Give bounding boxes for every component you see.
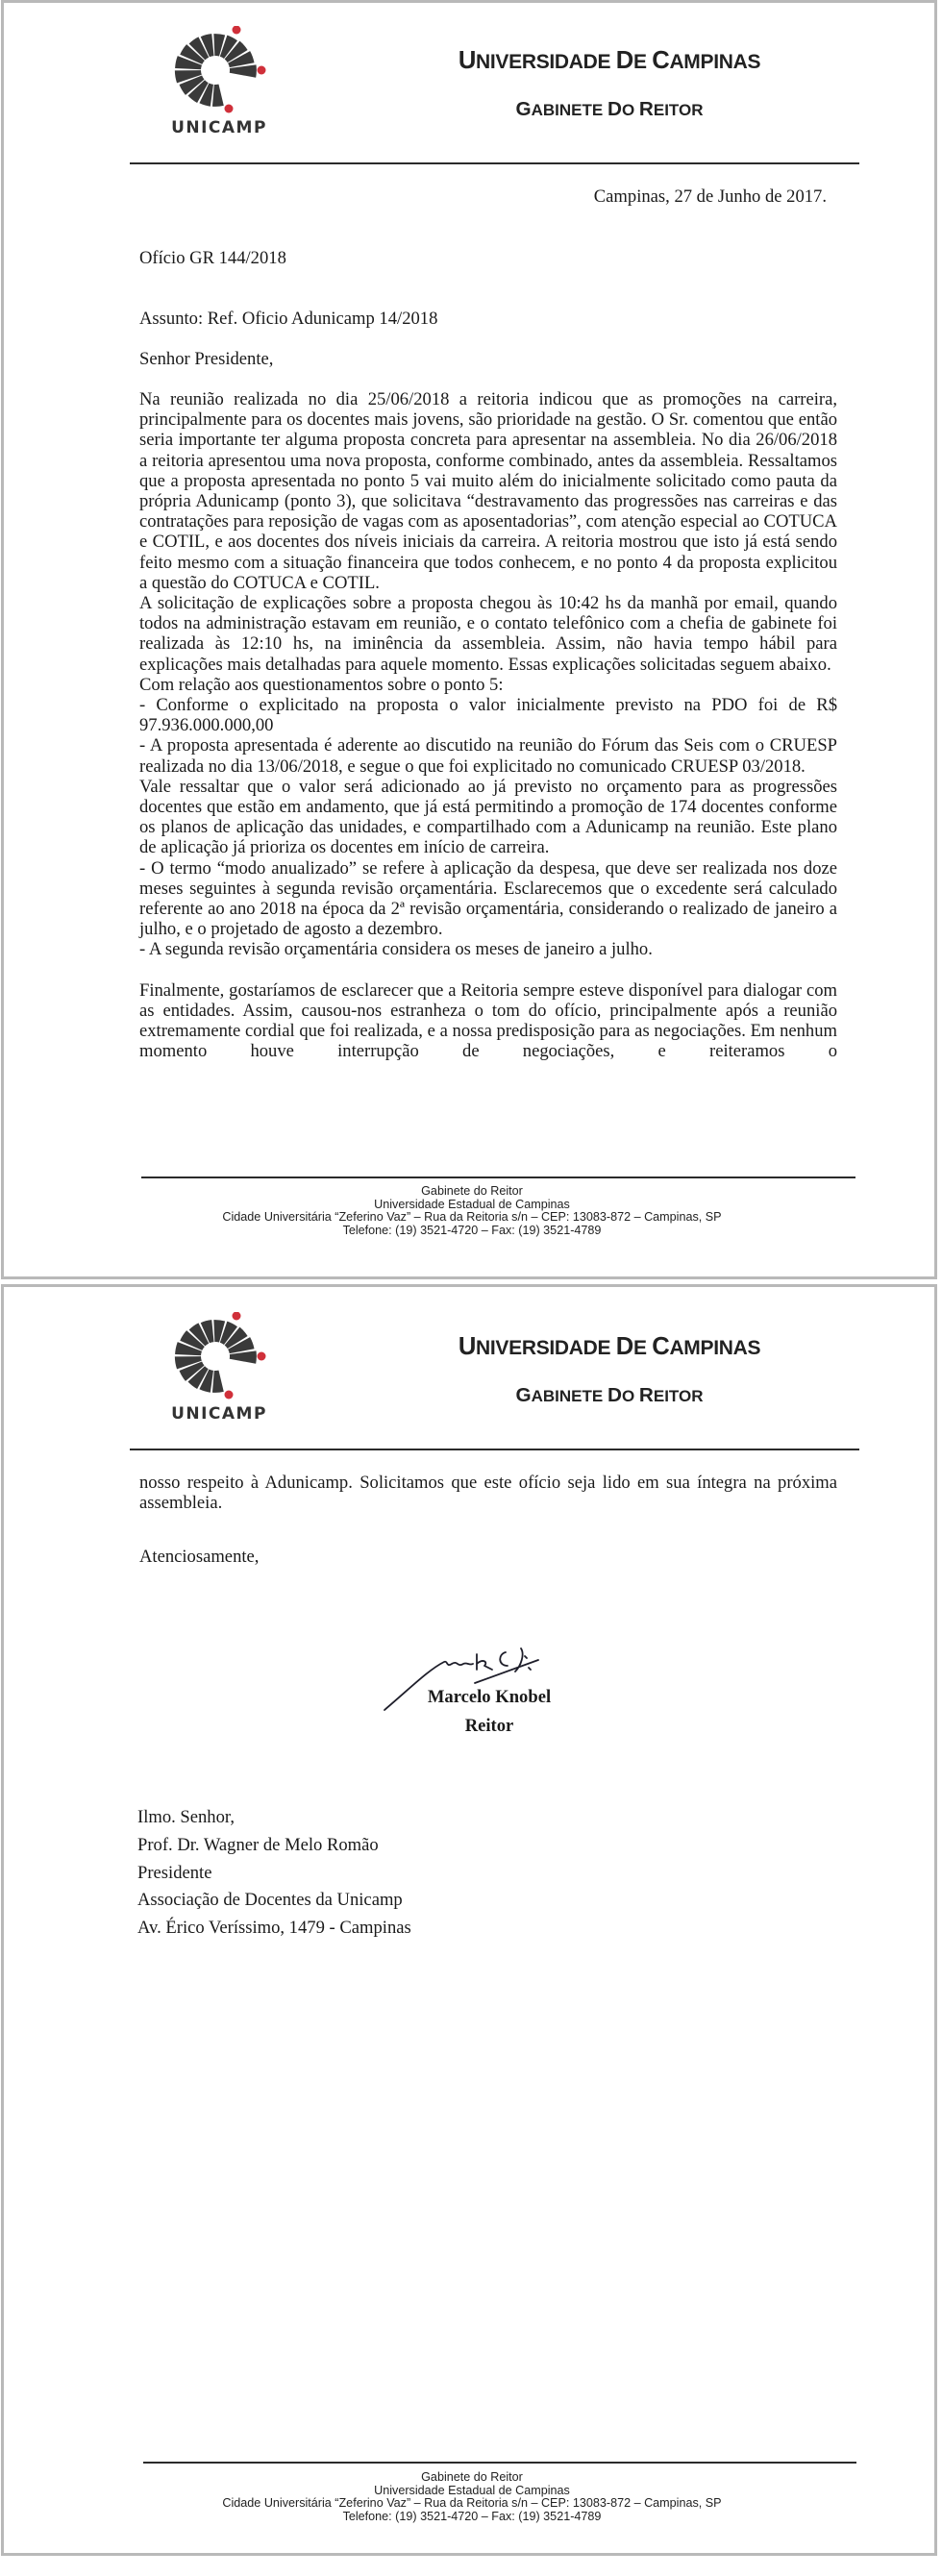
university-name: UNIVERSIDADE DE CAMPINAS	[458, 1333, 761, 1360]
signatory-title: Reitor	[464, 1716, 514, 1736]
paragraph: Vale ressaltar que o valor será adicionado ao já previsto no orçamento para as progressões docentes que estão em andamento, que já está permitindo a promoção de 174 docentes conforme os planos de aplicação das unidades, e compartilhado com a Adunicamp na reunião. Este plano de aplicação já prioriza os docentes em início de carreira.	[139, 776, 837, 858]
footer-rule	[143, 2462, 856, 2464]
recipient-address	[137, 1804, 411, 1943]
recipient-role: Presidente	[137, 1862, 212, 1883]
bullet-item: - Conforme o explicitado na proposta o valor inicialmente previsto na PDO foi de R$ 97.936.000.000,00	[139, 695, 837, 736]
emblem-dot	[225, 105, 234, 113]
paragraph: Com relação aos questionamentos sobre o ponto 5:	[139, 674, 504, 695]
recipient-greeting: Ilmo. Senhor,	[137, 1807, 235, 1827]
emblem-dot	[258, 66, 266, 75]
footer-university: Universidade Estadual de Campinas	[374, 2483, 570, 2497]
bullet-item: - O termo “modo anualizado” se refere à aplicação da despesa, que deve ser realizada nos doze meses seguintes à segunda revisão orçamentária. Esclarecemos que o excedente será calculado referente ao ano 2018 na época da 2ª revisão orçamentária, considerando o realizado de janeiro a julho, e o projetado de agosto a dezembro.	[139, 857, 837, 940]
page-footer	[4, 1185, 940, 1237]
emblem-wedge	[212, 85, 224, 107]
closing-paragraph-continued: nosso respeito à Adunicamp. Solicitamos que este ofício seja lido em sua íntegra na próxima assembleia.	[139, 1473, 837, 1514]
unicamp-logo	[169, 26, 269, 137]
letter-body	[139, 389, 837, 1062]
valediction: Atenciosamente,	[139, 1547, 260, 1567]
logo-text: UNICAMP	[171, 118, 267, 137]
footer-address: Cidade Universitária “Zeferino Vaz” – Rua da Reitoria s/n – CEP: 13083-872 – Campinas, SP	[222, 1210, 722, 1225]
bullet-item: - A proposta apresentada é aderente ao discutido na reunião do Fórum das Seis com o CRUESP realizada no dia 13/06/2018, e segue o que foi explicitado no comunicado CRUESP 03/2018.	[139, 735, 837, 777]
emblem-dot	[225, 1391, 234, 1399]
signatory-block	[388, 1683, 590, 1741]
unicamp-emblem-icon	[169, 1312, 269, 1400]
unicamp-emblem-icon	[169, 26, 269, 114]
paragraph: Na reunião realizada no dia 25/06/2018 a reitoria indicou que as promoções na carreira, principalmente para os docentes mais jovens, são prioridade na gestão. O Sr. comentou que então seria importante ter alguma proposta concreta para apresentar na assembleia. No dia 26/06/2018 a reitoria apresentou uma nova proposta, conforme combinado, antes da assembleia. Ressaltamos que a proposta apresentada no ponto 5 vai muito além do inicialmente solicitado como pauta da própria Adunicamp (ponto 3), que solicitava “destravamento das progressões nas carreiras e das contratações para reposição de vagas com as aposentadorias”, com atenção especial ao COTUCA e COTIL, e aos docentes dos níveis iniciais da carreira. A reitoria mostrou que isto já está sendo feito mesmo com a situação financeira que todos conhecem, e no ponto 4 da proposta explicitou a questão do COTUCA e COTIL.	[139, 389, 837, 593]
emblem-wedge	[212, 1371, 224, 1393]
salutation: Senhor Presidente,	[139, 349, 274, 369]
logo-text: UNICAMP	[171, 1404, 267, 1424]
footer-office: Gabinete do Reitor	[421, 1184, 523, 1198]
recipient-organization: Associação de Docentes da Unicamp	[137, 1890, 403, 1911]
page-footer	[4, 2471, 940, 2523]
bullet-item: - A segunda revisão orçamentária considera os meses de janeiro a julho.	[139, 939, 653, 960]
office-name: GABINETE DO REITOR	[515, 98, 704, 120]
reference-number: Ofício GR 144/2018	[139, 248, 286, 268]
university-name: UNIVERSIDADE DE CAMPINAS	[458, 47, 761, 74]
letter-page-1	[1, 0, 937, 1279]
date-line: Campinas, 27 de Junho de 2017.	[593, 186, 827, 207]
emblem-dot	[233, 26, 241, 35]
paragraph: A solicitação de explicações sobre a proposta chegou às 10:42 hs da manhã por email, quando todos na administração estavam em reunião, e o contato telefônico com a chefia de gabinete foi realizada às 12:10 hs, na iminência da assembleia. Assim, não havia tempo hábil para explicações mais detalhadas para aquele momento. Essas explicações solicitadas seguem abaixo.	[139, 593, 837, 675]
unicamp-logo	[169, 1312, 269, 1424]
letter-page-2	[1, 1284, 937, 2556]
footer-address: Cidade Universitária “Zeferino Vaz” – Rua da Reitoria s/n – CEP: 13083-872 – Campinas, SP	[222, 2496, 722, 2511]
signatory-name: Marcelo Knobel	[427, 1687, 552, 1707]
footer-phone: Telefone: (19) 3521-4720 – Fax: (19) 3521-4789	[342, 2509, 602, 2523]
footer-rule	[141, 1177, 855, 1178]
footer-office: Gabinete do Reitor	[421, 2470, 523, 2484]
recipient-street: Av. Érico Veríssimo, 1479 - Campinas	[137, 1918, 411, 1939]
footer-university: Universidade Estadual de Campinas	[374, 1197, 570, 1211]
closing-paragraph: Finalmente, gostaríamos de esclarecer que a Reitoria sempre esteve disponível para dialogar com as entidades. Assim, causou-nos estranheza o tom do ofício, principalmente após a reunião extremamente cordial que foi realizada, e a nossa predisposição para as negociações. Em nenhum momento houve interrupção de negociações, e reiteramos o	[139, 979, 837, 1062]
header-rule	[130, 162, 859, 164]
footer-phone: Telefone: (19) 3521-4720 – Fax: (19) 3521-4789	[342, 1223, 602, 1237]
header-rule	[130, 1449, 859, 1450]
letter-body-continued	[139, 1473, 837, 1513]
emblem-dot	[233, 1312, 241, 1321]
recipient-name: Prof. Dr. Wagner de Melo Romão	[137, 1834, 379, 1855]
office-name: GABINETE DO REITOR	[515, 1384, 704, 1406]
emblem-dot	[258, 1352, 266, 1361]
subject-line: Assunto: Ref. Oficio Adunicamp 14/2018	[139, 309, 438, 329]
